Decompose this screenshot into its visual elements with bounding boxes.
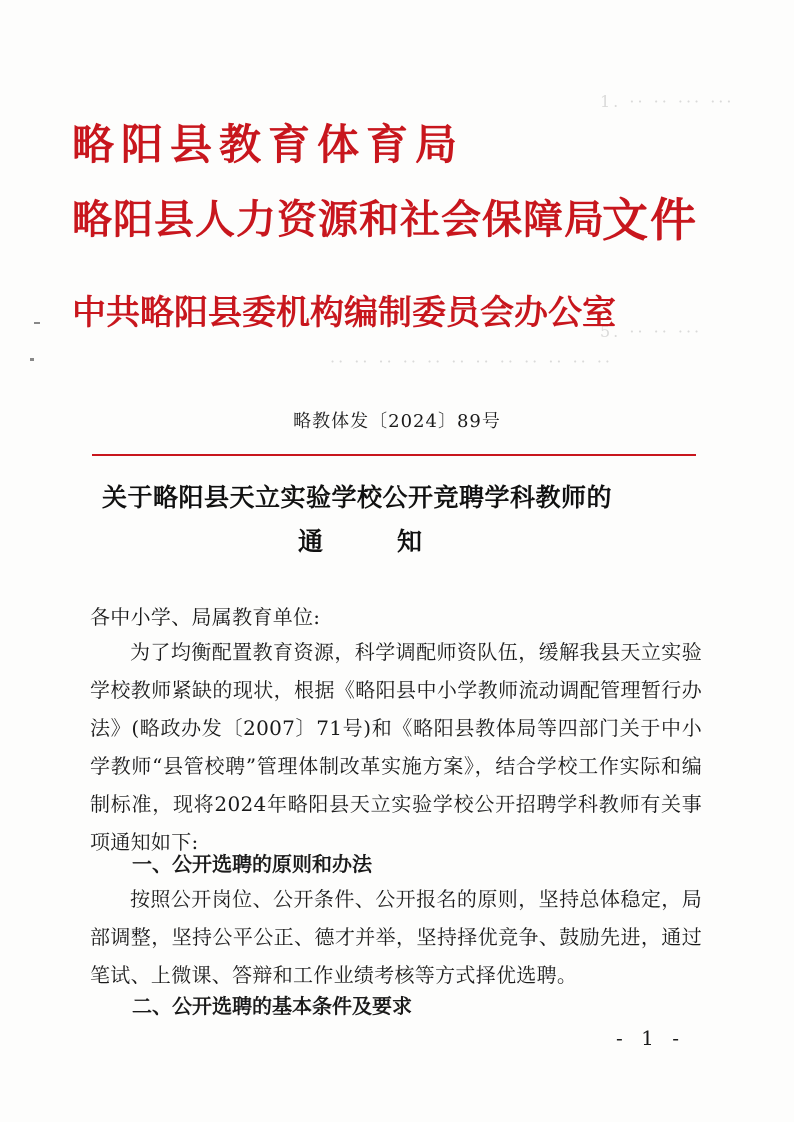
scan-bleed: 1. ·· ·· ··· ··· (600, 92, 735, 111)
issuer-hr-bureau: 略阳县人力资源和社会保障局 (72, 196, 605, 243)
document-number: 略教体发〔2024〕89号 (293, 411, 501, 432)
issuer-staffing-office: 中共略阳县委机构编制委员会办公室 (72, 293, 616, 333)
scan-bleed: ·· ·· ·· ·· ·· ·· ·· ·· ·· ·· ·· ·· (330, 352, 614, 371)
title-char-zhi: 知 (397, 527, 425, 556)
scan-mark (30, 358, 34, 361)
notice-title-line1: 关于略阳县天立实验学校公开竞聘学科教师的 (102, 483, 613, 512)
red-divider-line (92, 454, 696, 456)
section-heading-2: 二、公开选聘的基本条件及要求 (132, 994, 412, 1018)
page-number: - 1 - (616, 1026, 685, 1050)
issuer-education-bureau: 略阳县教育体育局 (72, 120, 465, 169)
section-heading-1: 一、公开选聘的原则和办法 (132, 852, 372, 876)
title-char-tong: 通 (298, 527, 326, 556)
scan-bleed: 5. ·· ·· ··· (600, 322, 703, 341)
paragraph-principles: 按照公开岗位、公开条件、公开报名的原则，坚持总体稳定，局部调整，坚持公平公正、德才并举，坚持择优竞争、鼓励先进，通过笔试、上微课、答辩和工作业绩考核等方式择优选聘。 (90, 887, 702, 987)
scan-mark (34, 322, 40, 324)
notice-title-line2 (298, 522, 424, 558)
paragraph-intro: 为了均衡配置教育资源，科学调配师资队伍，缓解我县天立实验学校教师紧缺的现状，根据《略阳县中小学教师流动调配管理暂行办法》(略政办发〔2007〕71号)和《略阳县教体局等四部门关于中小学教师“县管校聘”管理体制改革实施方案》，结合学校工作实际和编制标准，现将2024年略阳县天立实验学校公开招聘学科教师有关事项通知如下: (90, 640, 702, 854)
salutation: 各中小学、局属教育单位: (90, 605, 321, 629)
document-type-label: 文件 (602, 193, 698, 247)
